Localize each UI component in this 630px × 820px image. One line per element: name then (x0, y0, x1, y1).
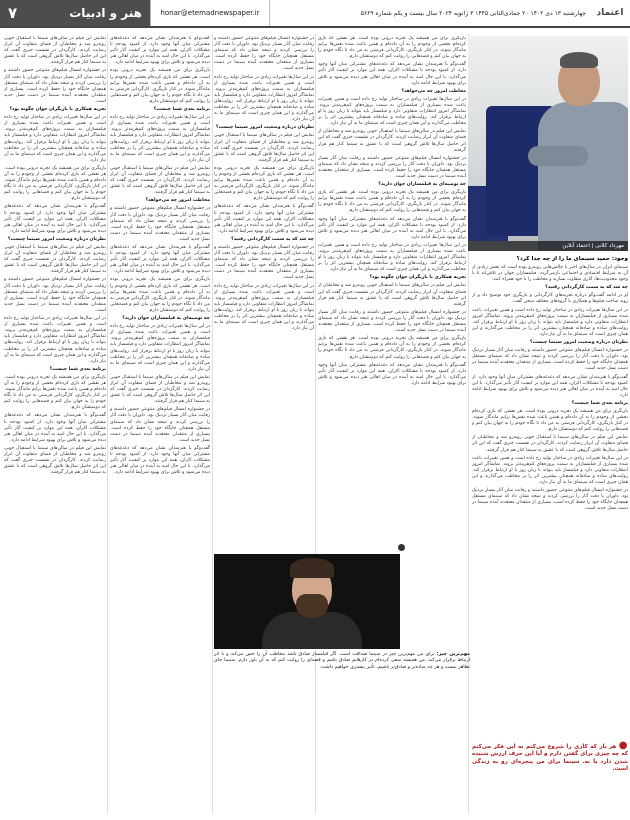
body-paragraph: در این سال‌ها تغییرات زیادی در ساختار تولید رخ داده است و همین تغییرات باعث شده بسیاری از فیلمسازان به سمت پروژه‌های کم‌هزینه‌تر بروند. تماشاگر امروز انتظارات متفاوتی دارد و فیلمساز باید بتواند با زبان روز با او ارتباط برقرار کند. روایت‌های ساده و صادقانه همچنان بیشترین اثر را بر مخاطب می‌گذارند و این همان چیزی است که سینمای ما به آن نیاز دارد. (472, 307, 628, 337)
header-email[interactable]: honar@etemadnewspaper.ir (150, 0, 270, 26)
body-paragraph: در جشنواره امسال فیلم‌های متنوعی حضور داشتند و رقابت میان آثار بسیار نزدیک بود. داوران با دقت آثار را بررسی کردند و نتیجه نشان داد که سینمای مستقل همچنان جایگاه خود را حفظ کرده است. بسیاری از منتقدان معتقدند آینده سینما در دست نسل جدید است. (472, 348, 628, 372)
body-paragraph: گفت‌وگو با هنرمندان نشان می‌دهد که دغدغه‌های مشترکی میان آنها وجود دارد. از کمبود بودجه تا مشکلات اکران، همه این موارد بر کیفیت آثار تأثیر می‌گذارد. با این حال امید به آینده در میان اهالی هنر دیده می‌شود و تلاش برای بهبود شرایط ادامه دارد. (110, 245, 210, 275)
question-1: چه شد که به سمت کارگردانی رفتید؟ (545, 285, 628, 291)
question-4: مخاطب امروز چه می‌خواهد؟ (145, 198, 210, 204)
body-paragraph: بازیگری برای من همیشه یک تجربه درونی بوده است. هر نقشی که بازی کرده‌ام بخشی از وجودم را به آن داده‌ام و همین باعث شده نقش‌ها برایم ماندگار شوند. در کنار بازیگری، کارگردانی فرصتی به من داد تا نگاه خودم را به جهان بیان کنم و قصه‌هایی را روایت کنم که دوستشان دارم. (214, 165, 314, 202)
body-paragraph: در این سال‌ها تغییرات زیادی در ساختار تولید رخ داده است و همین تغییرات باعث شده بسیاری از فیلمسازان به سمت پروژه‌های کم‌هزینه‌تر بروند. تماشاگر امروز انتظارات متفاوتی دارد و فیلمساز باید بتواند با زبان روز با او ارتباط برقرار کند. روایت‌های ساده و صادقانه همچنان بیشترین اثر را بر مخاطب می‌گذارند و این همان چیزی است که سینمای ما به آن نیاز دارد. (110, 115, 210, 163)
column-divider (107, 34, 108, 814)
pull-quote (472, 742, 628, 816)
article-column-c (110, 36, 210, 814)
question-5: چه توصیه‌ای به فیلمسازان جوان دارید؟ (378, 182, 466, 188)
body-paragraph: گفت‌وگو با هنرمندان نشان می‌دهد که دغدغه‌های مشترکی میان آنها وجود دارد. از کمبود بودجه تا مشکلات اکران، همه این موارد بر کیفیت آثار تأثیر می‌گذارد. با این حال امید به آینده در میان اهالی هنر دیده می‌شود و تلاش برای بهبود شرایط ادامه دارد. (318, 216, 466, 240)
lead-paragraph: او در ادامه گفت‌وگو درباره تجربه‌های کارگردانی و بازیگری خود توضیح داد و از روند ساخت فیلم‌ها و همکاری با گروه‌های مختلف سخن گفت. (472, 293, 628, 305)
body-paragraph: در این سال‌ها تغییرات زیادی در ساختار تولید رخ داده است و همین تغییرات باعث شده بسیاری از فیلمسازان به سمت پروژه‌های کم‌هزینه‌تر بروند. تماشاگر امروز انتظارات متفاوتی دارد و فیلمساز باید بتواند با زبان روز با او ارتباط برقرار کند. روایت‌های ساده و صادقانه همچنان بیشترین اثر را بر مخاطب می‌گذارند و این همان چیزی است که سینمای ما به آن نیاز دارد. (214, 283, 314, 332)
body-paragraph: در جشنواره امسال فیلم‌های متنوعی حضور داشتند و رقابت میان آثار بسیار نزدیک بود. داوران با دقت آثار را بررسی کردند و نتیجه نشان داد که سینمای مستقل همچنان جایگاه خود را حفظ کرده است. بسیاری از منتقدان معتقدند آینده سینما در دست نسل جدید است. (318, 155, 466, 179)
interview-photo-portrait (214, 554, 400, 649)
body-paragraph: نمایش این فیلم در سالن‌های سینما با استقبال خوبی روبه‌رو شد و مخاطبان از فضای متفاوت آن ابراز رضایت کردند. کارگردان در نشست خبری گفت که این اثر حاصل سال‌ها تلاش گروهی است که با عشق به سینما کنار هم قرار گرفتند. (110, 374, 210, 405)
pull-quote-text: هر بار که کاری را شروع می‌کنم به این فکر می‌کنم که چه چیزی برای گفتن دارم و آیا این حرف ارزش شنیده شدن دارد یا نه. سینما برای من پنجره‌ای رو به زندگی است. (472, 744, 628, 773)
body-paragraph: در این سال‌ها تغییرات زیادی در ساختار تولید رخ داده است و همین تغییرات باعث شده بسیاری از فیلمسازان به سمت پروژه‌های کم‌هزینه‌تر بروند. تماشاگر امروز انتظارات متفاوتی دارد و فیلمساز باید بتواند با زبان روز با او ارتباط برقرار کند. روایت‌های ساده و صادقانه همچنان بیشترین اثر را بر مخاطب می‌گذارند و این همان چیزی است که سینمای ما به آن نیاز دارد. (214, 74, 314, 123)
newspaper-logo: اعتماد (596, 8, 624, 18)
body-paragraph: در این سال‌ها تغییرات زیادی در ساختار تولید رخ داده است و همین تغییرات باعث شده بسیاری از فیلمسازان به سمت پروژه‌های کم‌هزینه‌تر بروند. تماشاگر امروز انتظارات متفاوتی دارد و فیلمساز باید بتواند با زبان روز با او ارتباط برقرار کند. روایت‌های ساده و صادقانه همچنان بیشترین اثر را بر مخاطب می‌گذارند و این همان چیزی است که سینمای ما به آن نیاز دارد. (4, 316, 106, 364)
body-paragraph: بازیگری برای من همیشه یک تجربه درونی بوده است. هر نقشی که بازی کرده‌ام بخشی از وجودم را به آن داده‌ام و همین باعث شده نقش‌ها برایم ماندگار شوند. در کنار بازیگری، کارگردانی فرصتی به من داد تا نگاه خودم را به جهان بیان کنم و قصه‌هایی را روایت کنم که دوستشان دارم. (318, 190, 466, 214)
page-header (0, 0, 630, 28)
quote-mark-icon: ● (618, 740, 629, 751)
body-paragraph: گفت‌وگو با هنرمندان نشان می‌دهد که دغدغه‌های مشترکی میان آنها وجود دارد. از کمبود بودجه تا مشکلات اکران، همه این موارد بر کیفیت آثار تأثیر می‌گذارد. با این حال امید به آینده در میان اهالی هنر دیده می‌شود و تلاش برای بهبود شرایط ادامه دارد. (110, 445, 210, 476)
body-paragraph: در جشنواره امسال فیلم‌های متنوعی حضور داشتند و رقابت میان آثار بسیار نزدیک بود. داوران با دقت آثار را بررسی کردند و نتیجه نشان داد که سینمای مستقل همچنان جایگاه خود را حفظ کرده است. بسیاری از منتقدان معتقدند آینده سینما در دست نسل جدید است. (4, 277, 106, 313)
body-paragraph: در جشنواره امسال فیلم‌های متنوعی حضور داشتند و رقابت میان آثار بسیار نزدیک بود. داوران با دقت آثار را بررسی کردند و نتیجه نشان داد که سینمای مستقل همچنان جایگاه خود را حفظ کرده است. بسیاری از منتقدان معتقدند آینده سینما در دست نسل جدید است. (472, 488, 628, 512)
body-paragraph: گفت‌وگو با هنرمندان نشان می‌دهد که دغدغه‌های مشترکی میان آنها وجود دارد. از کمبود بودجه تا مشکلات اکران، همه این موارد بر کیفیت آثار تأثیر می‌گذارد. با این حال امید به آینده در میان اهالی هنر دیده می‌شود و تلاش برای بهبود شرایط ادامه دارد. (4, 204, 106, 234)
body-paragraph: نمایش این فیلم در سالن‌های سینما با استقبال خوبی روبه‌رو شد و مخاطبان از فضای متفاوت آن ابراز رضایت کردند. کارگردان در نشست خبری گفت که این اثر حاصل سال‌ها تلاش گروهی است که با عشق به سینما کنار هم قرار گرفتند. (4, 36, 106, 66)
body-paragraph: نمایش این فیلم در سالن‌های سینما با استقبال خوبی روبه‌رو شد و مخاطبان از فضای متفاوت آن ابراز رضایت کردند. کارگردان در نشست خبری گفت که این اثر حاصل سال‌ها تلاش گروهی است که با عشق به سینما کنار هم قرار گرفتند. (472, 435, 628, 453)
header-date: چهارشنبه ۱۳ دی ۱۴۰۲ ۲۰ جمادی‌الثانی ۱۴۴۵ ۳ ژانویه ۲۰۲۴ سال بیست و یکم شماره ۵۶۶۹ (360, 9, 586, 17)
body-paragraph: در جشنواره امسال فیلم‌های متنوعی حضور داشتند و رقابت میان آثار بسیار نزدیک بود. داوران با دقت آثار را بررسی کردند و نتیجه نشان داد که سینمای مستقل همچنان جایگاه خود را حفظ کرده است. بسیاری از منتقدان معتقدند آینده سینما در دست نسل جدید است. (110, 407, 210, 443)
page-number: ۷ (8, 4, 18, 22)
body-paragraph: در این سال‌ها تغییرات زیادی در ساختار تولید رخ داده است و همین تغییرات باعث شده بسیاری از فیلمسازان به سمت پروژه‌های کم‌هزینه‌تر بروند. تماشاگر امروز انتظارات متفاوتی دارد و فیلمساز باید بتواند با زبان روز با او ارتباط برقرار کند. روایت‌های ساده و صادقانه همچنان بیشترین اثر را بر مخاطب می‌گذارند و این همان چیزی است که سینمای ما به آن نیاز دارد. (318, 242, 466, 273)
question-3: برنامه بعدی شما چیست؟ (153, 107, 210, 113)
article-column-d (4, 36, 106, 814)
body-paragraph: بازیگری برای من همیشه یک تجربه درونی بوده است. هر نقشی که بازی کرده‌ام بخشی از وجودم را به آن داده‌ام و همین باعث شده نقش‌ها برایم ماندگار شوند. در کنار بازیگری، کارگردانی فرصتی به من داد تا نگاه خودم را به جهان بیان کنم و قصه‌هایی را روایت کنم که دوستشان دارم. (110, 277, 210, 313)
body-paragraph: بازیگری برای من همیشه یک تجربه درونی بوده است. هر نقشی که بازی کرده‌ام بخشی از وجودم را به آن داده‌ام و همین باعث شده نقش‌ها برایم ماندگار شوند. در کنار بازیگری، کارگردانی فرصتی به من داد تا نگاه خودم را به جهان بیان کنم و قصه‌هایی را روایت کنم که دوستشان دارم. (4, 374, 106, 411)
interview-photo-seated (468, 36, 628, 251)
column-divider (212, 34, 213, 814)
question-3: برنامه بعدی شما چیست؟ (49, 366, 106, 372)
body-paragraph: در جشنواره امسال فیلم‌های متنوعی حضور داشتند و رقابت میان آثار بسیار نزدیک بود. داوران با دقت آثار را بررسی کردند و نتیجه نشان داد که سینمای مستقل همچنان جایگاه خود را حفظ کرده است. بسیاری از منتقدان معتقدند آینده سینما در دست نسل جدید است. (318, 309, 466, 334)
question-2: نظرتان درباره وضعیت امروز سینما چیست؟ (7, 236, 106, 242)
body-paragraph: بازیگری برای من همیشه یک تجربه درونی بوده است. هر نقشی که بازی کرده‌ام بخشی از وجودم را به آن داده‌ام و همین باعث شده نقش‌ها برایم ماندگار شوند. در کنار بازیگری، کارگردانی فرصتی به من داد تا نگاه خودم را به جهان بیان کنم و قصه‌هایی را روایت کنم که دوستشان دارم. (472, 408, 628, 433)
body-paragraph: در این سال‌ها تغییرات زیادی در ساختار تولید رخ داده است و همین تغییرات باعث شده بسیاری از فیلمسازان به سمت پروژه‌های کم‌هزینه‌تر بروند. تماشاگر امروز انتظارات متفاوتی دارد و فیلمساز باید بتواند با زبان روز با او ارتباط برقرار کند. روایت‌های ساده و صادقانه همچنان بیشترین اثر را بر مخاطب می‌گذارند و این همان چیزی است که سینمای ما به آن نیاز دارد. (4, 115, 106, 163)
callout-text: برای من مهم‌ترین چیز در سینما صداقت است. اگر فیلمساز صادق باشد مخاطب آن را حس می‌کند و با اثر ارتباط برقرار می‌کند. من همیشه سعی کرده‌ام در کارهایم صادق باشم و قصه‌ای را روایت کنم که به آن باور دارم. سینما جای تظاهر نیست و هر چه ساده‌تر و صادق‌تر باشیم، تأثیر بیشتری خواهیم داشت. (214, 652, 470, 670)
body-paragraph: بازیگری برای من همیشه یک تجربه درونی بوده است. هر نقشی که بازی کرده‌ام بخشی از وجودم را به آن داده‌ام و همین باعث شده نقش‌ها برایم ماندگار شوند. در کنار بازیگری، کارگردانی فرصتی به من داد تا نگاه خودم را به جهان بیان کنم و قصه‌هایی را روایت کنم که دوستشان دارم. (4, 165, 106, 202)
lead-headline: وجود: حمید سینمای ما را از چه جدا کرد؟ (516, 256, 628, 262)
lead-paragraph: سینمای ایران در سال‌های اخیر با چالش‌هایی روبه‌رو بوده است که بخش زیادی از آن به شرایط اقتصادی و اجتماعی بازمی‌گردد. فیلمسازان جوان در تلاش‌اند تا با وجود محدودیت‌ها، آثاری متفاوت بسازند و مخاطب را با خود همراه کنند. (472, 265, 628, 283)
question-2: نظرتان درباره وضعیت امروز سینما چیست؟ (529, 340, 628, 346)
body-paragraph: بازیگری برای من همیشه یک تجربه درونی بوده است. هر نقشی که بازی کرده‌ام بخشی از وجودم را به آن داده‌ام و همین باعث شده نقش‌ها برایم ماندگار شوند. در کنار بازیگری، کارگردانی فرصتی به من داد تا نگاه خودم را به جهان بیان کنم و قصه‌هایی را روایت کنم که دوستشان دارم. (318, 36, 466, 60)
body-paragraph: گفت‌وگو با هنرمندان نشان می‌دهد که دغدغه‌های مشترکی میان آنها وجود دارد. از کمبود بودجه تا مشکلات اکران، همه این موارد بر کیفیت آثار تأثیر می‌گذارد. با این حال امید به آینده در میان اهالی هنر دیده می‌شود و تلاش برای بهبود شرایط ادامه دارد. (318, 62, 466, 86)
interview-callout (214, 652, 470, 762)
body-paragraph: در این سال‌ها تغییرات زیادی در ساختار تولید رخ داده است و همین تغییرات باعث شده بسیاری از فیلمسازان به سمت پروژه‌های کم‌هزینه‌تر بروند. تماشاگر امروز انتظارات متفاوتی دارد و فیلمساز باید بتواند با زبان روز با او ارتباط برقرار کند. روایت‌های ساده و صادقانه همچنان بیشترین اثر را بر مخاطب می‌گذارند و این همان چیزی است که سینمای ما به آن نیاز دارد. (110, 324, 210, 372)
question-6: تجربه همکاری با بازیگران جوان چگونه بود؟ (369, 275, 466, 281)
section-title: هنر و ادبیات (69, 6, 142, 20)
section-badge (0, 0, 150, 26)
callout-label: مهم‌ترین چیز: (436, 652, 471, 657)
body-paragraph: نمایش این فیلم در سالن‌های سینما با استقبال خوبی روبه‌رو شد و مخاطبان از فضای متفاوت آن ابراز رضایت کردند. کارگردان در نشست خبری گفت که این اثر حاصل سال‌ها تلاش گروهی است که با عشق به سینما کنار هم قرار گرفتند. (318, 129, 466, 153)
question-6: تجربه همکاری با بازیگران جوان چگونه بود؟ (9, 107, 106, 113)
article-column-b (214, 36, 314, 544)
body-paragraph: بازیگری برای من همیشه یک تجربه درونی بوده است. هر نقشی که بازی کرده‌ام بخشی از وجودم را به آن داده‌ام و همین باعث شده نقش‌ها برایم ماندگار شوند. در کنار بازیگری، کارگردانی فرصتی به من داد تا نگاه خودم را به جهان بیان کنم و قصه‌هایی را روایت کنم که دوستشان دارم. (318, 336, 466, 360)
question-5: چه توصیه‌ای به فیلمسازان جوان دارید؟ (122, 316, 210, 322)
body-paragraph: گفت‌وگو با هنرمندان نشان می‌دهد که دغدغه‌های مشترکی میان آنها وجود دارد. از کمبود بودجه تا مشکلات اکران، همه این موارد بر کیفیت آثار تأثیر می‌گذارد. با این حال امید به آینده در میان اهالی هنر دیده می‌شود و تلاش برای بهبود شرایط ادامه دارد. (110, 36, 210, 66)
photo-marker-icon (398, 544, 405, 551)
lead-column (472, 256, 628, 740)
body-paragraph: نمایش این فیلم در سالن‌های سینما با استقبال خوبی روبه‌رو شد و مخاطبان از فضای متفاوت آن ابراز رضایت کردند. کارگردان در نشست خبری گفت که این اثر حاصل سال‌ها تلاش گروهی است که با عشق به سینما کنار هم قرار گرفتند. (214, 133, 314, 163)
question-4: مخاطب امروز چه می‌خواهد؟ (401, 88, 466, 94)
question-3: برنامه بعدی شما چیست؟ (571, 400, 628, 406)
body-paragraph: بازیگری برای من همیشه یک تجربه درونی بوده است. هر نقشی که بازی کرده‌ام بخشی از وجودم را به آن داده‌ام و همین باعث شده نقش‌ها برایم ماندگار شوند. در کنار بازیگری، کارگردانی فرصتی به من داد تا نگاه خودم را به جهان بیان کنم و قصه‌هایی را روایت کنم که دوستشان دارم. (110, 68, 210, 104)
body-paragraph: نمایش این فیلم در سالن‌های سینما با استقبال خوبی روبه‌رو شد و مخاطبان از فضای متفاوت آن ابراز رضایت کردند. کارگردان در نشست خبری گفت که این اثر حاصل سال‌ها تلاش گروهی است که با عشق به سینما کنار هم قرار گرفتند. (318, 283, 466, 307)
body-paragraph: در جشنواره امسال فیلم‌های متنوعی حضور داشتند و رقابت میان آثار بسیار نزدیک بود. داوران با دقت آثار را بررسی کردند و نتیجه نشان داد که سینمای مستقل همچنان جایگاه خود را حفظ کرده است. بسیاری از منتقدان معتقدند آینده سینما در دست نسل جدید است. (214, 36, 314, 72)
body-paragraph: گفت‌وگو با هنرمندان نشان می‌دهد که دغدغه‌های مشترکی میان آنها وجود دارد. از کمبود بودجه تا مشکلات اکران، همه این موارد بر کیفیت آثار تأثیر می‌گذارد. با این حال امید به آینده در میان اهالی هنر دیده می‌شود و تلاش برای بهبود شرایط ادامه دارد. (318, 362, 466, 386)
body-paragraph: نمایش این فیلم در سالن‌های سینما با استقبال خوبی روبه‌رو شد و مخاطبان از فضای متفاوت آن ابراز رضایت کردند. کارگردان در نشست خبری گفت که این اثر حاصل سال‌ها تلاش گروهی است که با عشق به سینما کنار هم قرار گرفتند. (110, 165, 210, 196)
body-paragraph: در جشنواره امسال فیلم‌های متنوعی حضور داشتند و رقابت میان آثار بسیار نزدیک بود. داوران با دقت آثار را بررسی کردند و نتیجه نشان داد که سینمای مستقل همچنان جایگاه خود را حفظ کرده است. بسیاری از منتقدان معتقدند آینده سینما در دست نسل جدید است. (214, 245, 314, 281)
body-paragraph: در جشنواره امسال فیلم‌های متنوعی حضور داشتند و رقابت میان آثار بسیار نزدیک بود. داوران با دقت آثار را بررسی کردند و نتیجه نشان داد که سینمای مستقل همچنان جایگاه خود را حفظ کرده است. بسیاری از منتقدان معتقدند آینده سینما در دست نسل جدید است. (110, 206, 210, 242)
body-paragraph: گفت‌وگو با هنرمندان نشان می‌دهد که دغدغه‌های مشترکی میان آنها وجود دارد. از کمبود بودجه تا مشکلات اکران، همه این موارد بر کیفیت آثار تأثیر می‌گذارد. با این حال امید به آینده در میان اهالی هنر دیده می‌شود و تلاش برای بهبود شرایط ادامه دارد. (472, 374, 628, 398)
photo-caption: مهرداد کلانی | اعتماد آنلاین (468, 241, 628, 251)
body-paragraph: نمایش این فیلم در سالن‌های سینما با استقبال خوبی روبه‌رو شد و مخاطبان از فضای متفاوت آن ابراز رضایت کردند. کارگردان در نشست خبری گفت که این اثر حاصل سال‌ها تلاش گروهی است که با عشق به سینما کنار هم قرار گرفتند. (4, 245, 106, 275)
body-paragraph: گفت‌وگو با هنرمندان نشان می‌دهد که دغدغه‌های مشترکی میان آنها وجود دارد. از کمبود بودجه تا مشکلات اکران، همه این موارد بر کیفیت آثار تأثیر می‌گذارد. با این حال امید به آینده در میان اهالی هنر دیده می‌شود و تلاش برای بهبود شرایط ادامه دارد. (214, 204, 314, 234)
question-1: چه شد که به سمت کارگردانی رفتید؟ (231, 236, 314, 242)
question-2: نظرتان درباره وضعیت امروز سینما چیست؟ (215, 125, 314, 131)
body-paragraph: نمایش این فیلم در سالن‌های سینما با استقبال خوبی روبه‌رو شد و مخاطبان از فضای متفاوت آن ابراز رضایت کردند. کارگردان در نشست خبری گفت که این اثر حاصل سال‌ها تلاش گروهی است که با عشق به سینما کنار هم قرار گرفتند. (4, 445, 106, 476)
body-paragraph: گفت‌وگو با هنرمندان نشان می‌دهد که دغدغه‌های مشترکی میان آنها وجود دارد. از کمبود بودجه تا مشکلات اکران، همه این موارد بر کیفیت آثار تأثیر می‌گذارد. با این حال امید به آینده در میان اهالی هنر دیده می‌شود و تلاش برای بهبود شرایط ادامه دارد. (4, 413, 106, 443)
body-paragraph: در این سال‌ها تغییرات زیادی در ساختار تولید رخ داده است و همین تغییرات باعث شده بسیاری از فیلمسازان به سمت پروژه‌های کم‌هزینه‌تر بروند. تماشاگر امروز انتظارات متفاوتی دارد و فیلمساز باید بتواند با زبان روز با او ارتباط برقرار کند. روایت‌های ساده و صادقانه همچنان بیشترین اثر را بر مخاطب می‌گذارند و این همان چیزی است که سینمای ما به آن نیاز دارد. (318, 96, 466, 127)
body-paragraph: در جشنواره امسال فیلم‌های متنوعی حضور داشتند و رقابت میان آثار بسیار نزدیک بود. داوران با دقت آثار را بررسی کردند و نتیجه نشان داد که سینمای مستقل همچنان جایگاه خود را حفظ کرده است. بسیاری از منتقدان معتقدند آینده سینما در دست نسل جدید است. (4, 68, 106, 104)
body-paragraph: در این سال‌ها تغییرات زیادی در ساختار تولید رخ داده است و همین تغییرات باعث شده بسیاری از فیلمسازان به سمت پروژه‌های کم‌هزینه‌تر بروند. تماشاگر امروز انتظارات متفاوتی دارد و فیلمساز باید بتواند با زبان روز با او ارتباط برقرار کند. روایت‌های ساده و صادقانه همچنان بیشترین اثر را بر مخاطب می‌گذارند و این همان چیزی است که سینمای ما به آن نیاز دارد. (472, 455, 628, 485)
